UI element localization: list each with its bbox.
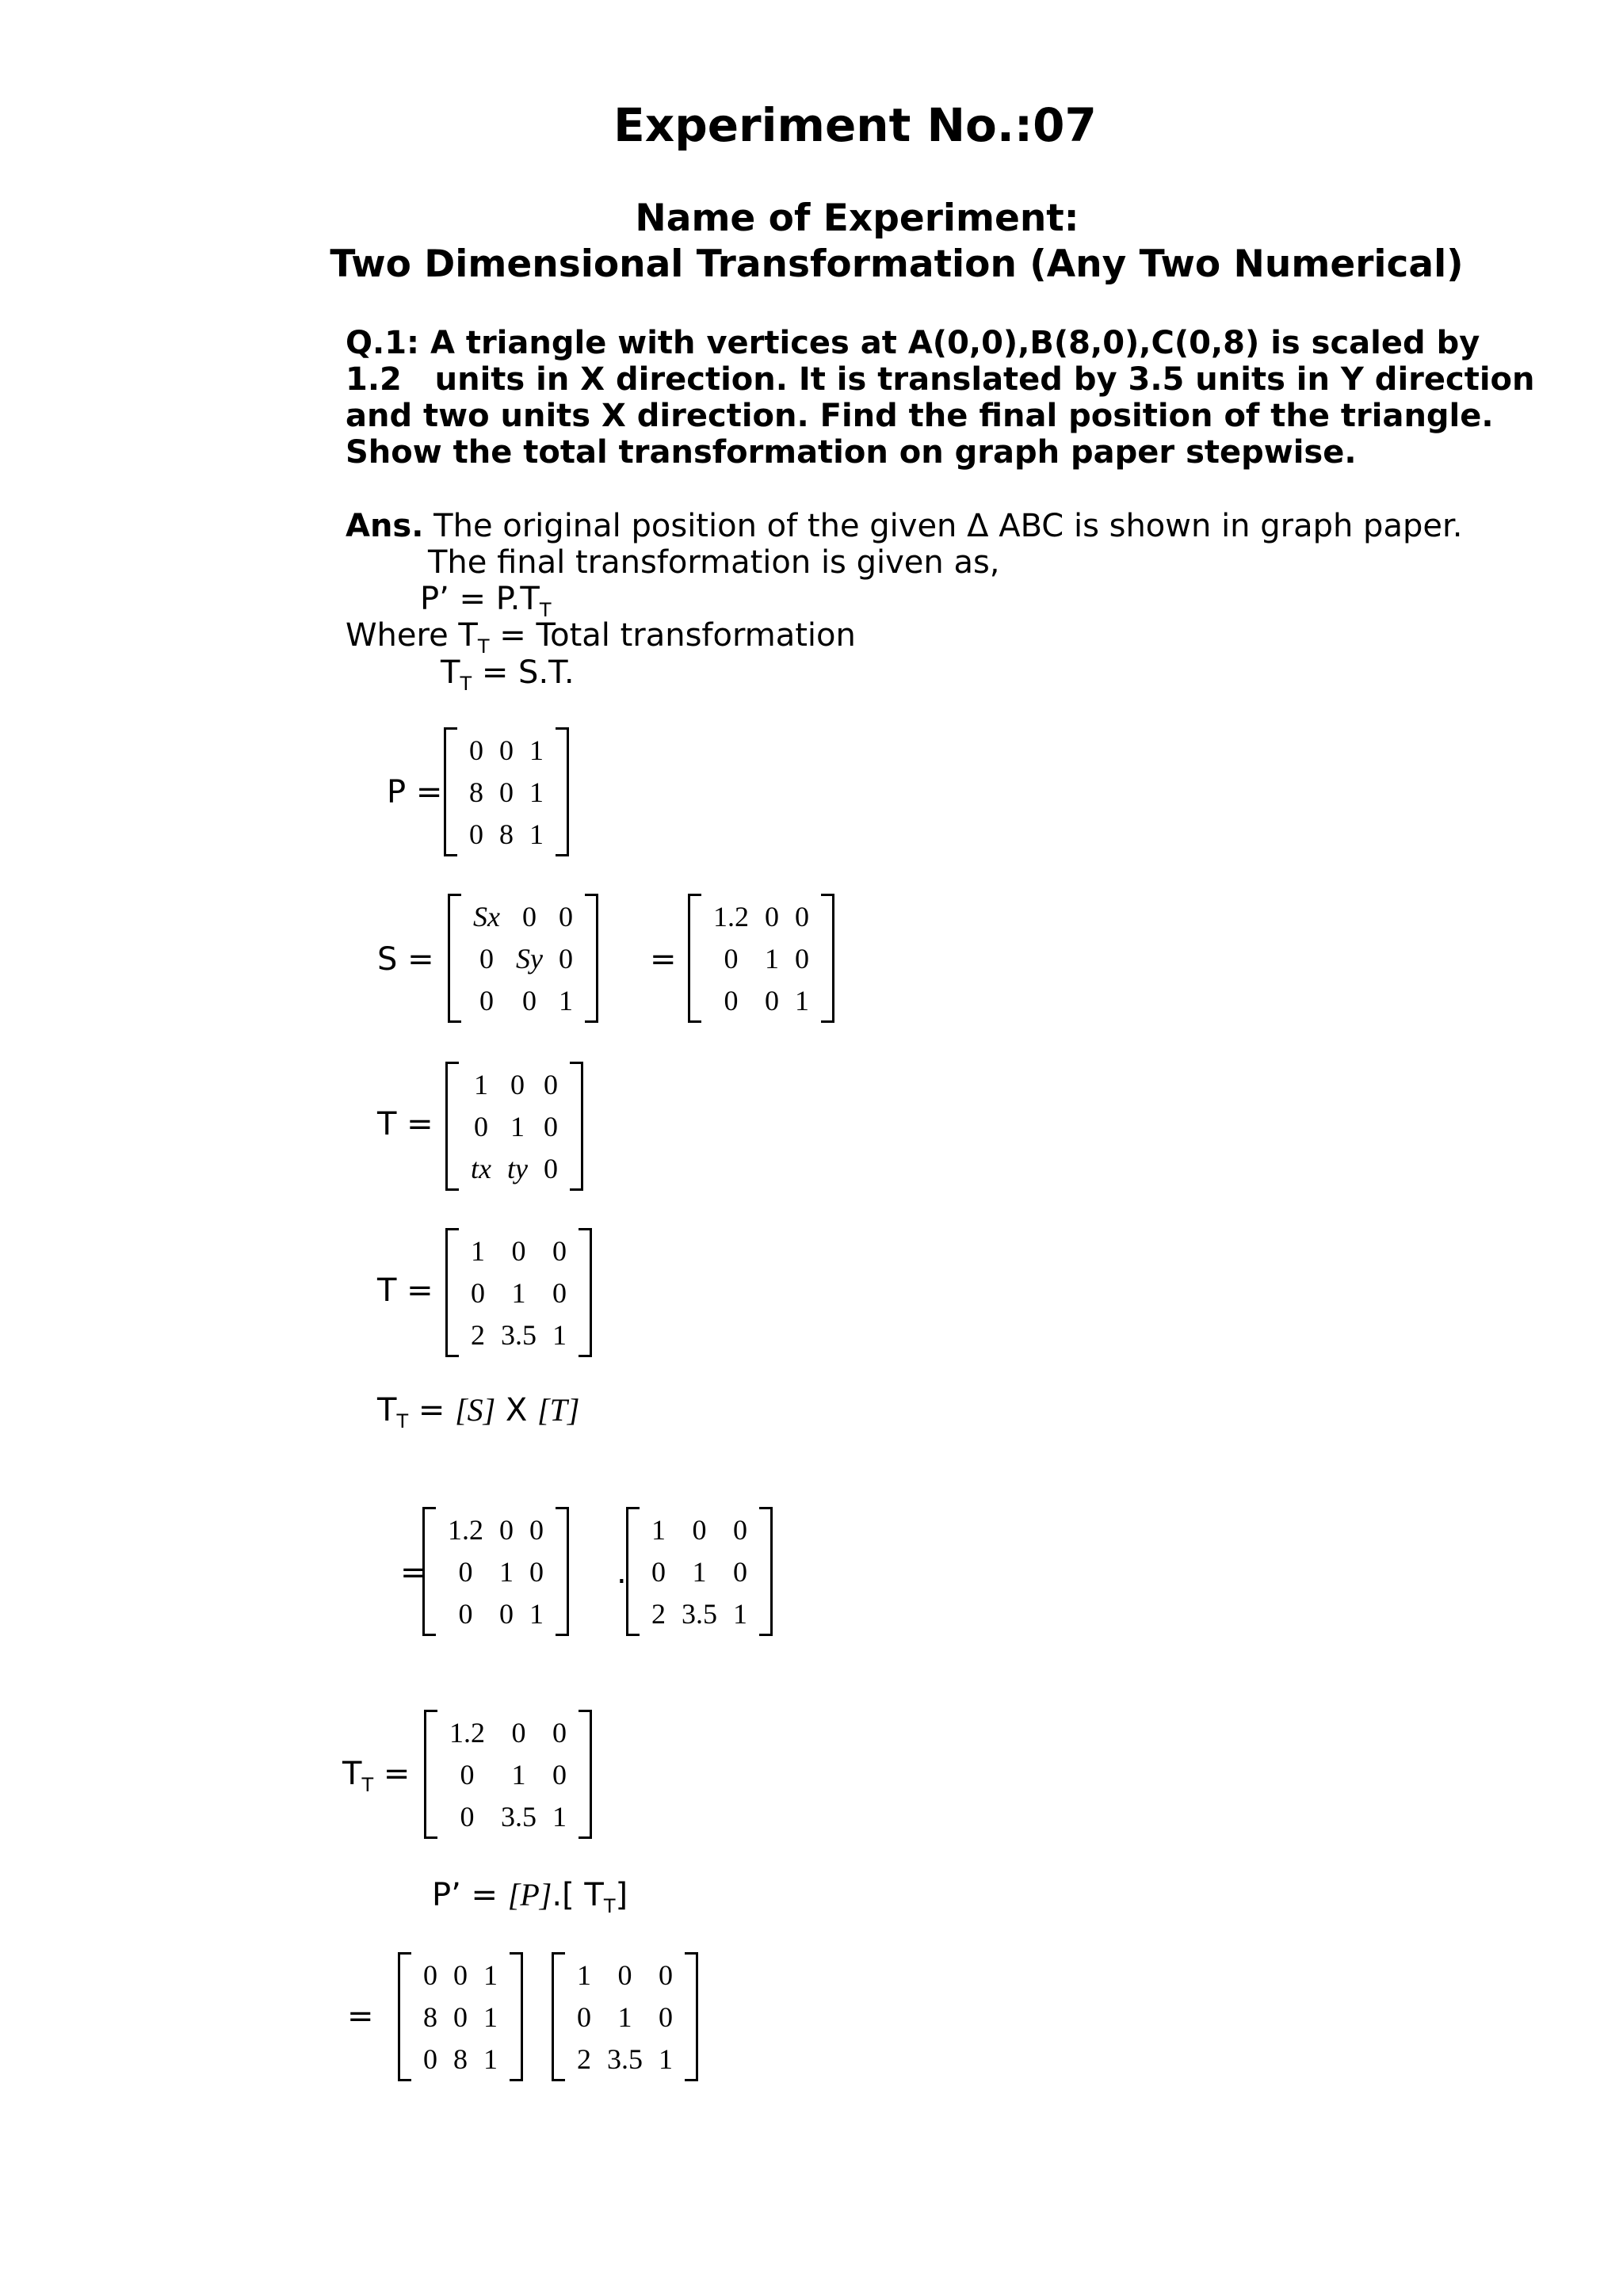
matrix-cell: 2 xyxy=(577,2042,591,2075)
question-line-2: 1.2 units in X direction. It is translated by 3.5 units in Y direction xyxy=(346,361,1535,398)
t-label-numeric: T = xyxy=(377,1272,433,1309)
matrix-cell: 0 xyxy=(469,734,483,766)
matrix-cell: ty xyxy=(506,1152,528,1184)
matrix-cell: 0 xyxy=(479,984,494,1016)
matrix-cell: 1 xyxy=(483,2042,498,2075)
matrix-cell: 0 xyxy=(460,1800,475,1833)
matrix-cell: Sx xyxy=(473,900,500,933)
matrix-cell: 1 xyxy=(510,1110,525,1142)
matrix-row xyxy=(705,979,817,1021)
s-equals: = xyxy=(650,941,677,978)
matrix-cell: 0 xyxy=(795,942,809,974)
matrix-cell: 8 xyxy=(469,776,483,808)
matrix-cell: 0 xyxy=(453,1958,468,1991)
matrix-cell: 1 xyxy=(483,1958,498,1991)
matrix-cell: 0 xyxy=(543,1068,558,1100)
matrix-right-bracket xyxy=(579,1228,592,1357)
matrix-cell: 0 xyxy=(469,818,483,850)
matrix-cell: 1 xyxy=(659,2042,673,2075)
matrix-right-bracket xyxy=(556,1507,569,1636)
matrix-cell: 0 xyxy=(471,1276,485,1309)
matrix-cell: 0 xyxy=(552,1758,567,1791)
p-label: P = xyxy=(387,774,443,810)
matrix-row xyxy=(465,937,581,979)
matrix-cell: 1 xyxy=(529,1597,544,1630)
matrix-cell: 1 xyxy=(733,1597,747,1630)
matrix-row xyxy=(705,895,817,937)
matrix-cell: 1 xyxy=(529,776,544,808)
matrix-cell: 0 xyxy=(795,900,809,933)
matrix-cell: 1 xyxy=(552,1318,567,1351)
matrix-left-bracket xyxy=(626,1507,640,1636)
matrix-cell: 0 xyxy=(458,1555,473,1588)
question-line-1: Q.1: A triangle with vertices at A(0,0),B(8,0),C(0,8) is scaled by xyxy=(346,325,1480,361)
where-line: Where $T_T$ = Total transformation xyxy=(346,617,856,658)
matrix-cell: 0 xyxy=(423,2042,437,2075)
matrix-right-bracket xyxy=(585,894,598,1023)
matrix-row xyxy=(461,729,552,771)
matrix-cell: 1 xyxy=(692,1555,707,1588)
matrix-row xyxy=(461,813,552,855)
matrix-cell: 0 xyxy=(499,1597,514,1630)
answer-line-2: The final transformation is given as, xyxy=(428,544,1000,581)
matrix-row xyxy=(415,1954,506,1996)
matrix-row xyxy=(415,2038,506,2080)
matrix-right-bracket xyxy=(759,1507,773,1636)
matrix-cell: 8 xyxy=(499,818,514,850)
matrix-cell: 1 xyxy=(651,1513,666,1546)
matrix-row xyxy=(569,2038,681,2080)
matrix-cell: 0 xyxy=(453,2000,468,2033)
matrix-cell: 0 xyxy=(552,1716,567,1749)
matrix-cell: 0 xyxy=(423,1958,437,1991)
matrix-cell: 1 xyxy=(511,1758,526,1791)
matrix-cell: 0 xyxy=(552,1234,567,1267)
matrix-left-bracket xyxy=(444,727,457,856)
matrix-cell: 1 xyxy=(552,1800,567,1833)
matrix-right-bracket xyxy=(821,894,834,1023)
matrix-cell: 0 xyxy=(733,1513,747,1546)
matrix-cell: 0 xyxy=(521,900,537,933)
matrix-row xyxy=(705,937,817,979)
matrix-cell: 1 xyxy=(529,734,544,766)
matrix-cell: 0 xyxy=(765,984,779,1016)
matrix-cell: 0 xyxy=(499,1513,514,1546)
matrix-cell: 1 xyxy=(617,2000,632,2033)
matrix-t-numeric xyxy=(445,1228,592,1357)
s-bracket: [S] xyxy=(455,1392,496,1428)
question-line-3: and two units X direction. Find the final position of the triangle. xyxy=(346,398,1494,434)
matrix-row xyxy=(569,1954,681,1996)
matrix-final-p xyxy=(398,1952,523,2081)
matrix-row xyxy=(463,1230,575,1272)
matrix-cell: 1 xyxy=(499,1555,514,1588)
matrix-row xyxy=(643,1592,755,1634)
product-equals: = xyxy=(400,1554,427,1591)
matrix-cell: 1.2 xyxy=(449,1716,485,1749)
matrix-product-s xyxy=(422,1507,569,1636)
tt-product-line: $T_T = [S]$ X [T] xyxy=(377,1392,580,1432)
matrix-row xyxy=(441,1795,575,1837)
matrix-row xyxy=(441,1753,575,1795)
matrix-row xyxy=(463,1105,566,1147)
ans-text: The original position of the given Δ ABC is shown in graph paper. xyxy=(433,508,1463,544)
matrix-cell: 1.2 xyxy=(713,900,749,933)
matrix-cell: 8 xyxy=(453,2042,468,2075)
matrix-cell: 0 xyxy=(460,1758,475,1791)
matrix-cell: 0 xyxy=(558,942,573,974)
matrix-left-bracket xyxy=(424,1710,437,1839)
matrix-cell: 0 xyxy=(651,1555,666,1588)
matrix-cell: 0 xyxy=(558,900,573,933)
t-bracket: [T] xyxy=(537,1392,580,1428)
matrix-s-numeric xyxy=(688,894,834,1023)
matrix-cell: 1 xyxy=(795,984,809,1016)
matrix-cell: 2 xyxy=(471,1318,485,1351)
matrix-cell: 0 xyxy=(521,984,537,1016)
t-label-symbolic: T = xyxy=(377,1106,433,1142)
matrix-cell: 1.2 xyxy=(448,1513,483,1546)
matrix-cell: 1 xyxy=(473,1068,488,1100)
matrix-product-t xyxy=(626,1507,773,1636)
matrix-row xyxy=(441,1711,575,1753)
matrix-cell: 0 xyxy=(529,1555,544,1588)
matrix-right-bracket xyxy=(570,1062,583,1191)
matrix-left-bracket xyxy=(445,1228,459,1357)
matrix-cell: 0 xyxy=(479,942,494,974)
matrix-cell: 0 xyxy=(692,1513,707,1546)
matrix-cell: 0 xyxy=(617,1958,632,1991)
matrix-tt-result xyxy=(424,1710,592,1839)
matrix-s-symbolic xyxy=(448,894,598,1023)
matrix-cell: 0 xyxy=(724,942,739,974)
matrix-row xyxy=(465,895,581,937)
tt-result-label: $T_T$ = xyxy=(342,1756,411,1796)
matrix-row xyxy=(643,1550,755,1592)
matrix-cell: 1 xyxy=(765,942,779,974)
matrix-cell: 0 xyxy=(510,1068,525,1100)
final-equals: = xyxy=(347,1998,374,2035)
matrix-cell: 0 xyxy=(659,1958,673,1991)
matrix-cell: 0 xyxy=(511,1716,526,1749)
matrix-cell: 3.5 xyxy=(501,1318,537,1351)
matrix-row xyxy=(465,979,581,1021)
matrix-row xyxy=(461,771,552,813)
matrix-cell: 1 xyxy=(558,984,573,1016)
tt-equals-st: $T_T = S.T$. xyxy=(441,654,575,695)
matrix-cell: tx xyxy=(471,1152,491,1184)
matrix-cell: 0 xyxy=(499,734,514,766)
matrix-cell: 3.5 xyxy=(682,1597,717,1630)
matrix-final-tt xyxy=(552,1952,698,2081)
matrix-cell: 0 xyxy=(511,1234,526,1267)
matrix-cell: 0 xyxy=(552,1276,567,1309)
matrix-right-bracket xyxy=(685,1952,698,2081)
matrix-row xyxy=(463,1147,566,1189)
matrix-row xyxy=(463,1272,575,1314)
formula-pprime: P’ = $P.T_T$ xyxy=(420,581,552,621)
matrix-left-bracket xyxy=(688,894,701,1023)
matrix-cell: 1 xyxy=(471,1234,485,1267)
matrix-cell: Sy xyxy=(515,942,543,974)
matrix-cell: 1 xyxy=(529,818,544,850)
matrix-cell: 2 xyxy=(651,1597,666,1630)
experiment-name-label: Name of Experiment: xyxy=(635,196,1079,240)
matrix-row xyxy=(463,1063,566,1105)
matrix-row xyxy=(415,1996,506,2038)
matrix-cell: 0 xyxy=(765,900,779,933)
matrix-cell: 0 xyxy=(499,776,514,808)
matrix-left-bracket xyxy=(445,1062,459,1191)
matrix-cell: 8 xyxy=(423,2000,437,2033)
matrix-left-bracket xyxy=(552,1952,565,2081)
ans-label: Ans. xyxy=(346,508,424,544)
matrix-cell: 0 xyxy=(529,1513,544,1546)
matrix-cell: 0 xyxy=(458,1597,473,1630)
matrix-right-bracket xyxy=(510,1952,523,2081)
matrix-left-bracket xyxy=(398,1952,411,2081)
answer-line-1 xyxy=(346,508,1462,544)
matrix-left-bracket xyxy=(422,1507,436,1636)
matrix-cell: 0 xyxy=(473,1110,488,1142)
experiment-name: Two Dimensional Transformation (Any Two Numerical) xyxy=(330,242,1464,286)
matrix-cell: 0 xyxy=(724,984,739,1016)
matrix-cell: 0 xyxy=(543,1110,558,1142)
matrix-row xyxy=(643,1508,755,1550)
matrix-t-symbolic xyxy=(445,1062,583,1191)
matrix-left-bracket xyxy=(448,894,461,1023)
product-dot: . xyxy=(617,1554,627,1591)
matrix-right-bracket xyxy=(556,727,569,856)
matrix-cell: 3.5 xyxy=(501,1800,537,1833)
s-label: S = xyxy=(377,941,434,978)
matrix-row xyxy=(440,1550,552,1592)
matrix-cell: 0 xyxy=(577,2000,591,2033)
matrix-row xyxy=(569,1996,681,2038)
matrix-row xyxy=(440,1592,552,1634)
matrix-cell: 0 xyxy=(659,2000,673,2033)
matrix-cell: 1 xyxy=(577,1958,591,1991)
experiment-number: Experiment No.:07 xyxy=(613,98,1097,152)
pprime-line: P’ = [P].[ $T_T$] xyxy=(432,1877,628,1917)
matrix-cell: 0 xyxy=(543,1152,558,1184)
matrix-cell: 1 xyxy=(483,2000,498,2033)
matrix-row xyxy=(463,1314,575,1356)
matrix-cell: 3.5 xyxy=(607,2042,643,2075)
matrix-p xyxy=(444,727,569,856)
matrix-cell: 0 xyxy=(733,1555,747,1588)
matrix-right-bracket xyxy=(579,1710,592,1839)
matrix-row xyxy=(440,1508,552,1550)
question-line-4: Show the total transformation on graph paper stepwise. xyxy=(346,434,1357,471)
matrix-cell: 1 xyxy=(511,1276,526,1309)
